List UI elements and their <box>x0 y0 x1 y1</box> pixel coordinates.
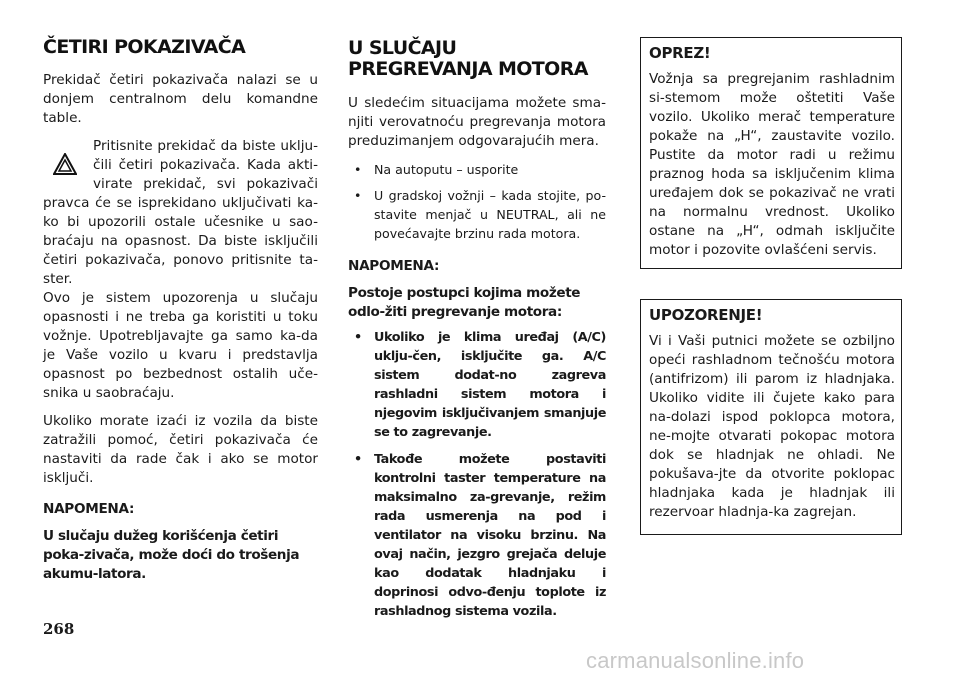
hazard-instruction-paragraph <box>43 137 318 289</box>
overheating-intro-paragraph: U sledećim situacijama možete sma-njiti verovatnoću pregrevanja motora preduzimanjem odgovarajućih mera. <box>348 95 606 149</box>
watermark: carmanualsonline.info <box>586 648 805 673</box>
caution-title: OPREZ! <box>649 44 711 62</box>
overheating-list <box>348 160 606 243</box>
hazard-engine-off-paragraph: Ukoliko morate izaći iz vozila da biste zatražili pomoć, četiri pokazivača će nastaviti da rade čak i ako se motor isključi. <box>43 413 318 486</box>
list-item: • U gradskoj vožnji – kada stojite, po-stavite menjač u NEUTRAL, ali ne povećavajte brzinu rada motora. <box>348 186 606 243</box>
section-title-overheating: U SLUČAJU PREGREVANJA MOTORA <box>348 37 588 80</box>
hazard-triangle-icon <box>43 153 93 193</box>
warning-box <box>640 299 902 535</box>
warning-text: Vi i Vaši putnici možete se ozbiljno opeći rashladnom tečnošću motora (antifrizom) ili parom iz hladnjaka. Ukoliko vidite ili čujete kako para na-dolazi ispod poklopca motora, ne-mojte otvarati pokopac motora dok se hladnjak ne ohladi. Ne pokušava-jte da otvorite poklopac hladnjaka kada je hladnjak ili rezervoar hladnja-ka zagrejan. <box>649 333 895 520</box>
hazard-usage-paragraph: Ovo je sistem upozorenja u slučaju opasnosti i ne treba ga koristiti u toku vožnje. Upotrebljavajte ga samo ka-da je Vaše vozilo u kvaru i predstavlja opasnost po bezbednost ostalih uče-snika u saobraćaju. <box>43 290 318 401</box>
warning-title: UPOZORENJE! <box>649 306 763 324</box>
column-overheating <box>348 0 606 621</box>
note-list <box>348 328 606 621</box>
list-item: • Takođe možete postaviti kontrolni taster temperature na maksimalno za-grevanje, režim rada usmerenja na pod i ventilator na visoku brzinu. Na ovaj način, jezgro grejača deluje kao dodatak hladnjaku i doprinosi odvo-đenju toplote iz rashladnog sistema vozila. <box>348 450 606 621</box>
column-cautions <box>640 0 902 535</box>
caution-text: Vožnja sa pregrejanim rashladnim si-stemom može oštetiti Vaše vozilo. Ukoliko merač temperature pokaže na „H“, zaustavite vozilo. Pustite da motor radi u režimu praznog hoda sa isključenim klima uređajem dok se pokazivač ne vrati na normalnu vrednost. Ukoliko ostane na „H“, odmah isključite motor i pozovite ovlašćeni servis. <box>649 71 895 258</box>
hazard-intro-paragraph: Prekidač četiri pokazivača nalazi se u donjem centralnom delu komandne table. <box>43 72 318 126</box>
list-item: • Na autoputu – usporite <box>348 160 606 179</box>
page-number: 268 <box>43 620 75 638</box>
list-item: • Ukoliko je klima uređaj (A/C) uklju-čen, isključite ga. A/C sistem dodat-no zagreva rashladni sistem motora i njegovim isključivanjem smanjuje se to zagrevanje. <box>348 328 606 442</box>
hazard-instruction-text: Pritisnite prekidač da biste uklju-čili četiri pokazivača. Kada akti-virate prekidač, svi pokazivači pravca će se isprekidano uključivati ka-ko bi upozorili ostale učesnike u sao-braćaju na opasnost. Da biste isključili četiri pokazivača, ponovo pritisnite ta-ster. <box>43 138 318 287</box>
note-text: Postoje postupci kojima možete odlo-žiti pregrevanje motora: <box>348 285 581 320</box>
column-hazard-lights <box>43 0 318 584</box>
section-title-hazard: ČETIRI POKAZIVAČA <box>43 36 246 58</box>
note-heading: NAPOMENA: <box>43 501 135 517</box>
caution-box <box>640 37 902 269</box>
note-text: U slučaju dužeg korišćenja četiri poka-zivača, može doći do trošenja akumu-latora. <box>43 528 300 582</box>
note-heading: NAPOMENA: <box>348 258 440 274</box>
